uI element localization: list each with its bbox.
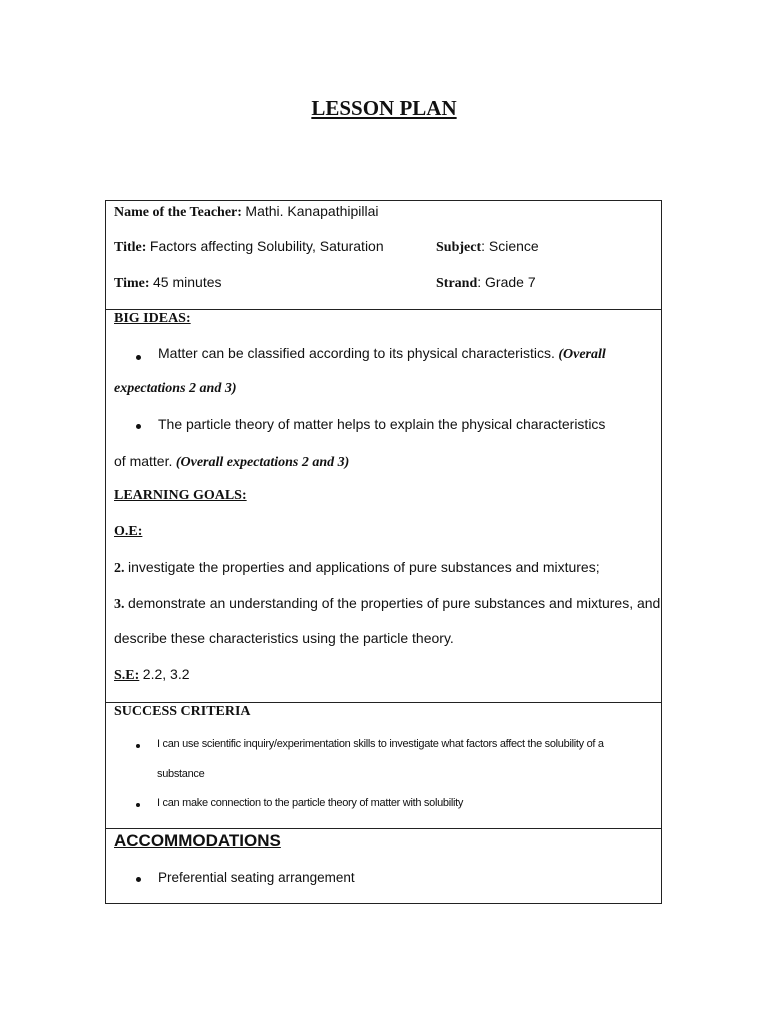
- se-row: [114, 666, 190, 684]
- time-value: 45 minutes: [153, 274, 222, 290]
- lesson-plan-table: [105, 200, 662, 904]
- big-idea-2-ref: (Overall expectations 2 and 3): [175, 455, 350, 470]
- big-idea-2-text: The particle theory of matter helps to explain the physical characteristics: [158, 416, 606, 432]
- success-item-1: I can use scientific inquiry/experimentation skills to investigate what factors affect the solubility of a: [157, 738, 604, 750]
- bullet-icon: [136, 355, 141, 360]
- bullet-icon: [136, 803, 140, 807]
- oe-2: [114, 559, 600, 577]
- big-idea-1-text: Matter can be classified according to its physical characteristics.: [158, 345, 555, 361]
- se-value: 2.2, 3.2: [142, 666, 190, 682]
- time-row: [114, 274, 222, 292]
- accommodation-item-1: Preferential seating arrangement: [158, 870, 355, 885]
- oe-3-text: demonstrate an understanding of the properties of pure substances and mixtures, and: [128, 595, 661, 611]
- teacher-row: [114, 203, 379, 221]
- se-label: S.E:: [114, 668, 140, 683]
- big-idea-1-ref: (Overall: [558, 347, 606, 362]
- subject-row: [436, 238, 539, 256]
- big-ideas-section: [106, 309, 661, 703]
- title-value: Factors affecting Solubility, Saturation: [149, 238, 384, 254]
- title-row: [114, 238, 384, 256]
- big-ideas-heading: BIG IDEAS:: [114, 311, 191, 326]
- strand-value: : Grade 7: [477, 274, 536, 290]
- accommodations-heading: ACCOMMODATIONS: [114, 831, 281, 850]
- teacher-label: Name of the Teacher:: [114, 205, 242, 220]
- bullet-icon: [136, 744, 140, 748]
- oe-2-num: 2.: [114, 561, 125, 576]
- bullet-icon: [136, 877, 141, 882]
- bullet-icon: [136, 424, 141, 429]
- oe-3-num: 3.: [114, 597, 125, 612]
- oe-3-cont: describe these characteristics using the particle theory.: [114, 630, 454, 646]
- success-criteria-section: [106, 702, 661, 829]
- subject-value: : Science: [481, 238, 539, 254]
- big-idea-1-ref-cont: expectations 2 and 3): [114, 381, 237, 396]
- header-section: [106, 201, 661, 310]
- teacher-value: Mathi. Kanapathipillai: [245, 203, 379, 219]
- strand-row: [436, 274, 536, 292]
- subject-label: Subject: [436, 240, 482, 255]
- page-title: LESSON PLAN: [311, 96, 457, 120]
- success-item-2: I can make connection to the particle theory of matter with solubility: [157, 797, 464, 809]
- big-idea-2-cont-line: [114, 453, 349, 471]
- strand-label: Strand: [436, 276, 478, 291]
- oe-2-text: investigate the properties and applications of pure substances and mixtures;: [128, 559, 600, 575]
- success-criteria-heading: SUCCESS CRITERIA: [114, 704, 251, 719]
- success-item-1-cont: substance: [157, 768, 205, 780]
- learning-goals-heading: LEARNING GOALS:: [114, 488, 247, 503]
- oe-label: O.E:: [114, 524, 143, 539]
- big-idea-1: [158, 345, 606, 363]
- big-idea-2-cont: of matter.: [114, 453, 173, 469]
- time-label: Time:: [114, 276, 150, 291]
- oe-3: [114, 595, 660, 613]
- title-label: Title:: [114, 240, 147, 255]
- accommodations-section: [106, 828, 661, 905]
